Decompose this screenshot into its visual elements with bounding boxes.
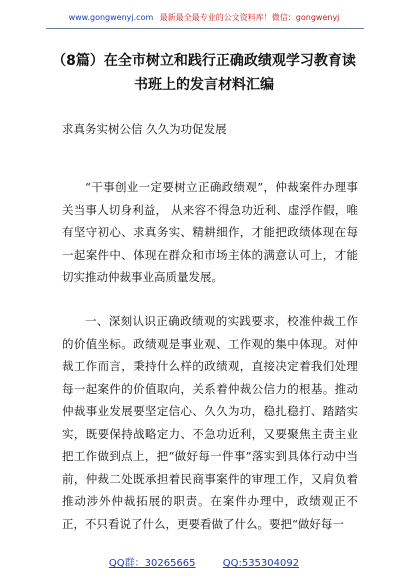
footer-qq-group: QQ群：30265665 bbox=[108, 558, 196, 569]
page-footer bbox=[0, 554, 408, 569]
body-paragraph-1: “干事创业一定要树立正确政绩观”，仲裁案件办理事关当事人切身利益， 从来容不得急功近利、虚浮作假，唯有坚守初心、求真务实、精耕细作，才能把政绩体现在每一起案件中、体现在群众和市场主体的满意认可上，才能切实推动仲裁事业高质量发展。 bbox=[62, 180, 358, 284]
document-title: （8篇）在全市树立和践行正确政绩观学习教育读书班上的发言材料汇编 bbox=[52, 53, 356, 93]
body-paragraph-2: 一、深刻认识正确政绩观的实践要求，校准仲裁工作的价值坐标。政绩观是事业观、工作观的集中体现。对仲裁工作而言，秉持什么样的政绩观，直接决定着我们处理每一起案件的价值取向，关系着仲裁公信力的根基。推动仲裁事业发展要坚定信心、久久为功，稳扎稳打、踏踏实实，既要保持战略定力、不急功近利，又要聚焦主责主业把工作做到点上，把“做好每一件事”落实到具体行动中当前，仲裁二处既承担着民商事案件的审理工作，又肩负着推动涉外仲裁拓展的职责。在案件办理中，政绩观正不正，不只看说了什么，更要看做了什么。要把“做好每一 bbox=[62, 314, 358, 531]
document-subtitle: 求真务实树公信 久久为功促发展 bbox=[62, 122, 227, 136]
header-ad-text: 最新最全最专业的公文资料库！微信：gongwenyj bbox=[159, 13, 340, 22]
footer-qq: QQ:535304092 bbox=[222, 558, 300, 569]
header-divider bbox=[46, 28, 364, 29]
header-website-link[interactable]: www.gongwenyj.com bbox=[68, 13, 154, 22]
header-text bbox=[0, 12, 408, 23]
page-header bbox=[0, 0, 408, 34]
